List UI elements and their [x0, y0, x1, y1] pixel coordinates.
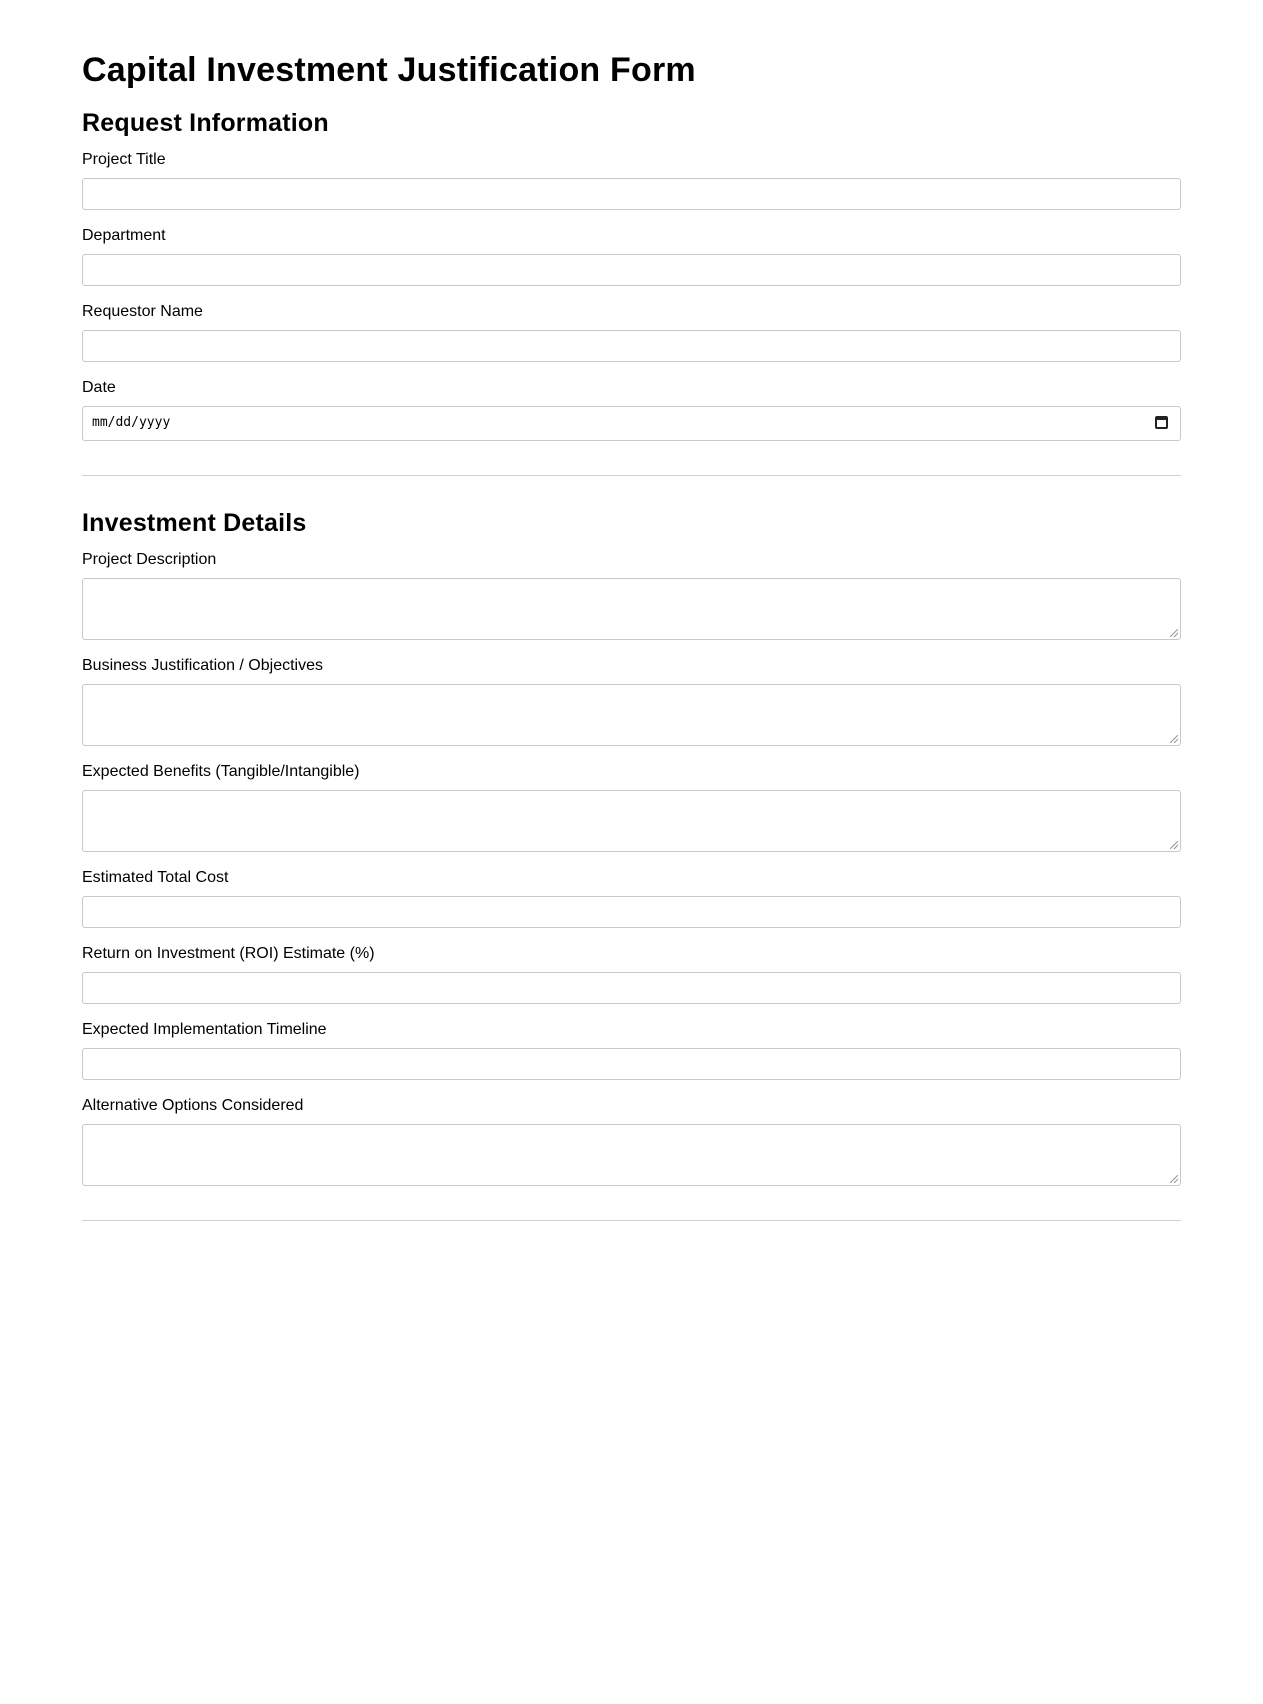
- field-project-description: [82, 550, 1181, 640]
- resize-grip-icon[interactable]: [1170, 841, 1178, 849]
- field-roi-estimate: [82, 944, 1181, 1004]
- alternative-options-label: Alternative Options Considered: [82, 1097, 304, 1114]
- requestor-name-label: Requestor Name: [82, 303, 203, 320]
- estimated-total-cost-label: Estimated Total Cost: [82, 869, 229, 886]
- implementation-timeline-label: Expected Implementation Timeline: [82, 1021, 327, 1038]
- page-title: Capital Investment Justification Form: [82, 51, 696, 89]
- calendar-icon[interactable]: [1155, 416, 1168, 429]
- requestor-name-input[interactable]: [82, 330, 1181, 362]
- field-implementation-timeline: [82, 1020, 1181, 1080]
- field-date: [82, 378, 1181, 441]
- resize-grip-icon[interactable]: [1170, 1175, 1178, 1183]
- expected-benefits-label: Expected Benefits (Tangible/Intangible): [82, 763, 360, 780]
- expected-benefits-textarea[interactable]: [82, 790, 1181, 852]
- roi-estimate-input[interactable]: [82, 972, 1181, 1004]
- implementation-timeline-input[interactable]: [82, 1048, 1181, 1080]
- field-requestor-name: [82, 302, 1181, 362]
- business-justification-textarea[interactable]: [82, 684, 1181, 746]
- field-project-title: [82, 150, 1181, 210]
- section-divider: [82, 475, 1181, 476]
- section-divider: [82, 1220, 1181, 1221]
- project-description-textarea[interactable]: [82, 578, 1181, 640]
- roi-estimate-label: Return on Investment (ROI) Estimate (%): [82, 945, 375, 962]
- section-heading-investment-details: Investment Details: [82, 509, 307, 537]
- resize-grip-icon[interactable]: [1170, 735, 1178, 743]
- date-label: Date: [82, 379, 116, 396]
- resize-grip-icon[interactable]: [1170, 629, 1178, 637]
- department-input[interactable]: [82, 254, 1181, 286]
- section-heading-request-information: Request Information: [82, 109, 329, 137]
- field-department: [82, 226, 1181, 286]
- date-placeholder: mm/dd/yyyy: [92, 415, 171, 430]
- estimated-total-cost-input[interactable]: [82, 896, 1181, 928]
- field-business-justification: [82, 656, 1181, 746]
- field-estimated-total-cost: [82, 868, 1181, 928]
- business-justification-label: Business Justification / Objectives: [82, 657, 323, 674]
- project-title-input[interactable]: [82, 178, 1181, 210]
- field-alternative-options: [82, 1096, 1181, 1186]
- department-label: Department: [82, 227, 166, 244]
- project-description-label: Project Description: [82, 551, 217, 568]
- date-input[interactable]: [82, 406, 1181, 441]
- alternative-options-textarea[interactable]: [82, 1124, 1181, 1186]
- project-title-label: Project Title: [82, 151, 166, 168]
- field-expected-benefits: [82, 762, 1181, 852]
